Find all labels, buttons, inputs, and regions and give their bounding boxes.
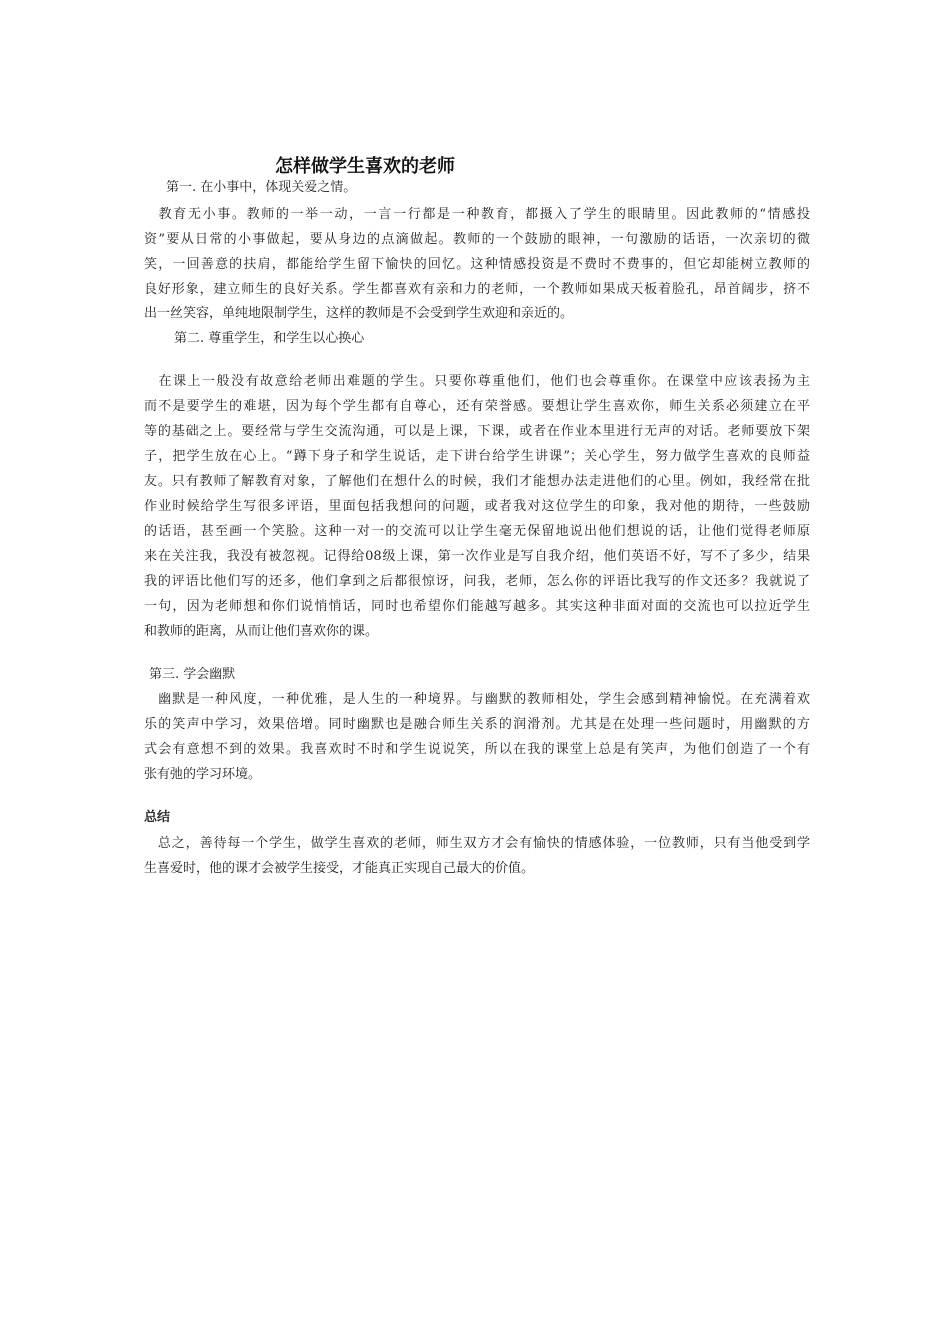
summary-heading: 总结 xyxy=(144,810,171,825)
section1-line: 出一丝笑容，单纯地限制学生，这样的教师是不会受到学生欢迎和亲近的。 xyxy=(144,306,574,321)
section1-line: 良好形象，建立师生的良好关系。学生都喜欢有亲和力的老师，一个教师如果成天板着脸孔，昂首阔步，挤不 xyxy=(144,282,810,297)
section1-line: 资”要从日常的小事做起，要从身边的点滴做起。教师的一个鼓励的眼神，一句激励的话语，一次亲切的微 xyxy=(144,232,810,247)
section3-line: 幽默是一种风度，一种优雅，是人生的一种境界。与幽默的教师相处，学生会感到精神愉悦。在充满着欢 xyxy=(144,692,810,707)
section2-line: 作业时候给学生写很多评语，里面包括我想问的问题，或者我对这位学生的印象，我对他的期待，一些鼓励 xyxy=(144,499,810,514)
summary-line: 总之，善待每一个学生，做学生喜欢的老师，师生双方才会有愉快的情感体验，一位教师，只有当他受到学 xyxy=(144,836,810,851)
section3-line: 式会有意想不到的效果。我喜欢时不时和学生说说笑，所以在我的课堂上总是有笑声，为他们创造了一个有 xyxy=(144,742,810,757)
section2-line: 我的评语比他们写的还多，他们拿到之后都很惊讶，问我，老师，怎么你的评语比我写的作文还多？我就说了 xyxy=(144,574,810,589)
section1-line: 笑，一回善意的扶肩，都能给学生留下愉快的回忆。这种情感投资是不费时不费事的，但它却能树立教师的 xyxy=(144,257,810,272)
section2-line: 友。只有教师了解教育对象，了解他们在想什么的时候，我们才能想办法走进他们的心里。例如，我经常在批 xyxy=(144,474,810,489)
section2-line: 而不是要学生的难堪，因为每个学生都有自尊心，还有荣誉感。要想让学生喜欢你，师生关系必须建立在平 xyxy=(144,399,810,414)
document-title: 怎样做学生喜欢的老师 xyxy=(275,156,455,177)
section2-line: 等的基础之上。要经常与学生交流沟通，可以是上课，下课，或者在作业本里进行无声的对话。老师要放下架 xyxy=(144,424,810,439)
section2-line: 在课上一般没有故意给老师出难题的学生。只要你尊重他们，他们也会尊重你。在课堂中应该表扬为主 xyxy=(144,374,810,389)
section1-heading: 第一. 在小事中，体现关爱之情。 xyxy=(166,180,357,195)
section2-heading: 第二. 尊重学生，和学生以心换心 xyxy=(174,331,365,346)
section3-line: 张有弛的学习环境。 xyxy=(144,767,262,782)
section3-heading: 第三. 学会幽默 xyxy=(149,667,236,682)
section2-line: 一句，因为老师想和你们说悄悄话，同时也希望你们能越写越多。其实这种非面对面的交流也可以拉近学生 xyxy=(144,599,810,614)
summary-line: 生喜爱时，他的课才会被学生接受，才能真正实现自己最大的价值。 xyxy=(144,861,535,876)
section3-line: 乐的笑声中学习，效果倍增。同时幽默也是融合师生关系的润滑剂。尤其是在处理一些问题时，用幽默的方 xyxy=(144,717,810,732)
section2-line: 来在关注我，我没有被忽视。记得给08级上课，第一次作业是写自我介绍，他们英语不好，写不了多少，结果 xyxy=(144,549,810,564)
section2-line: 的话语，甚至画一个笑脸。这种一对一的交流可以让学生毫无保留地说出他们想说的话，让他们觉得老师原 xyxy=(144,524,810,539)
section1-line: 教育无小事。教师的一举一动，一言一行都是一种教育，都摄入了学生的眼睛里。因此教师的“情感投 xyxy=(144,207,810,222)
section2-line: 和教师的距离，从而让他们喜欢你的课。 xyxy=(144,624,379,639)
section2-line: 子，把学生放在心上。“蹲下身子和学生说话，走下讲台给学生讲课”；关心学生，努力做学生喜欢的良师益 xyxy=(144,449,810,464)
